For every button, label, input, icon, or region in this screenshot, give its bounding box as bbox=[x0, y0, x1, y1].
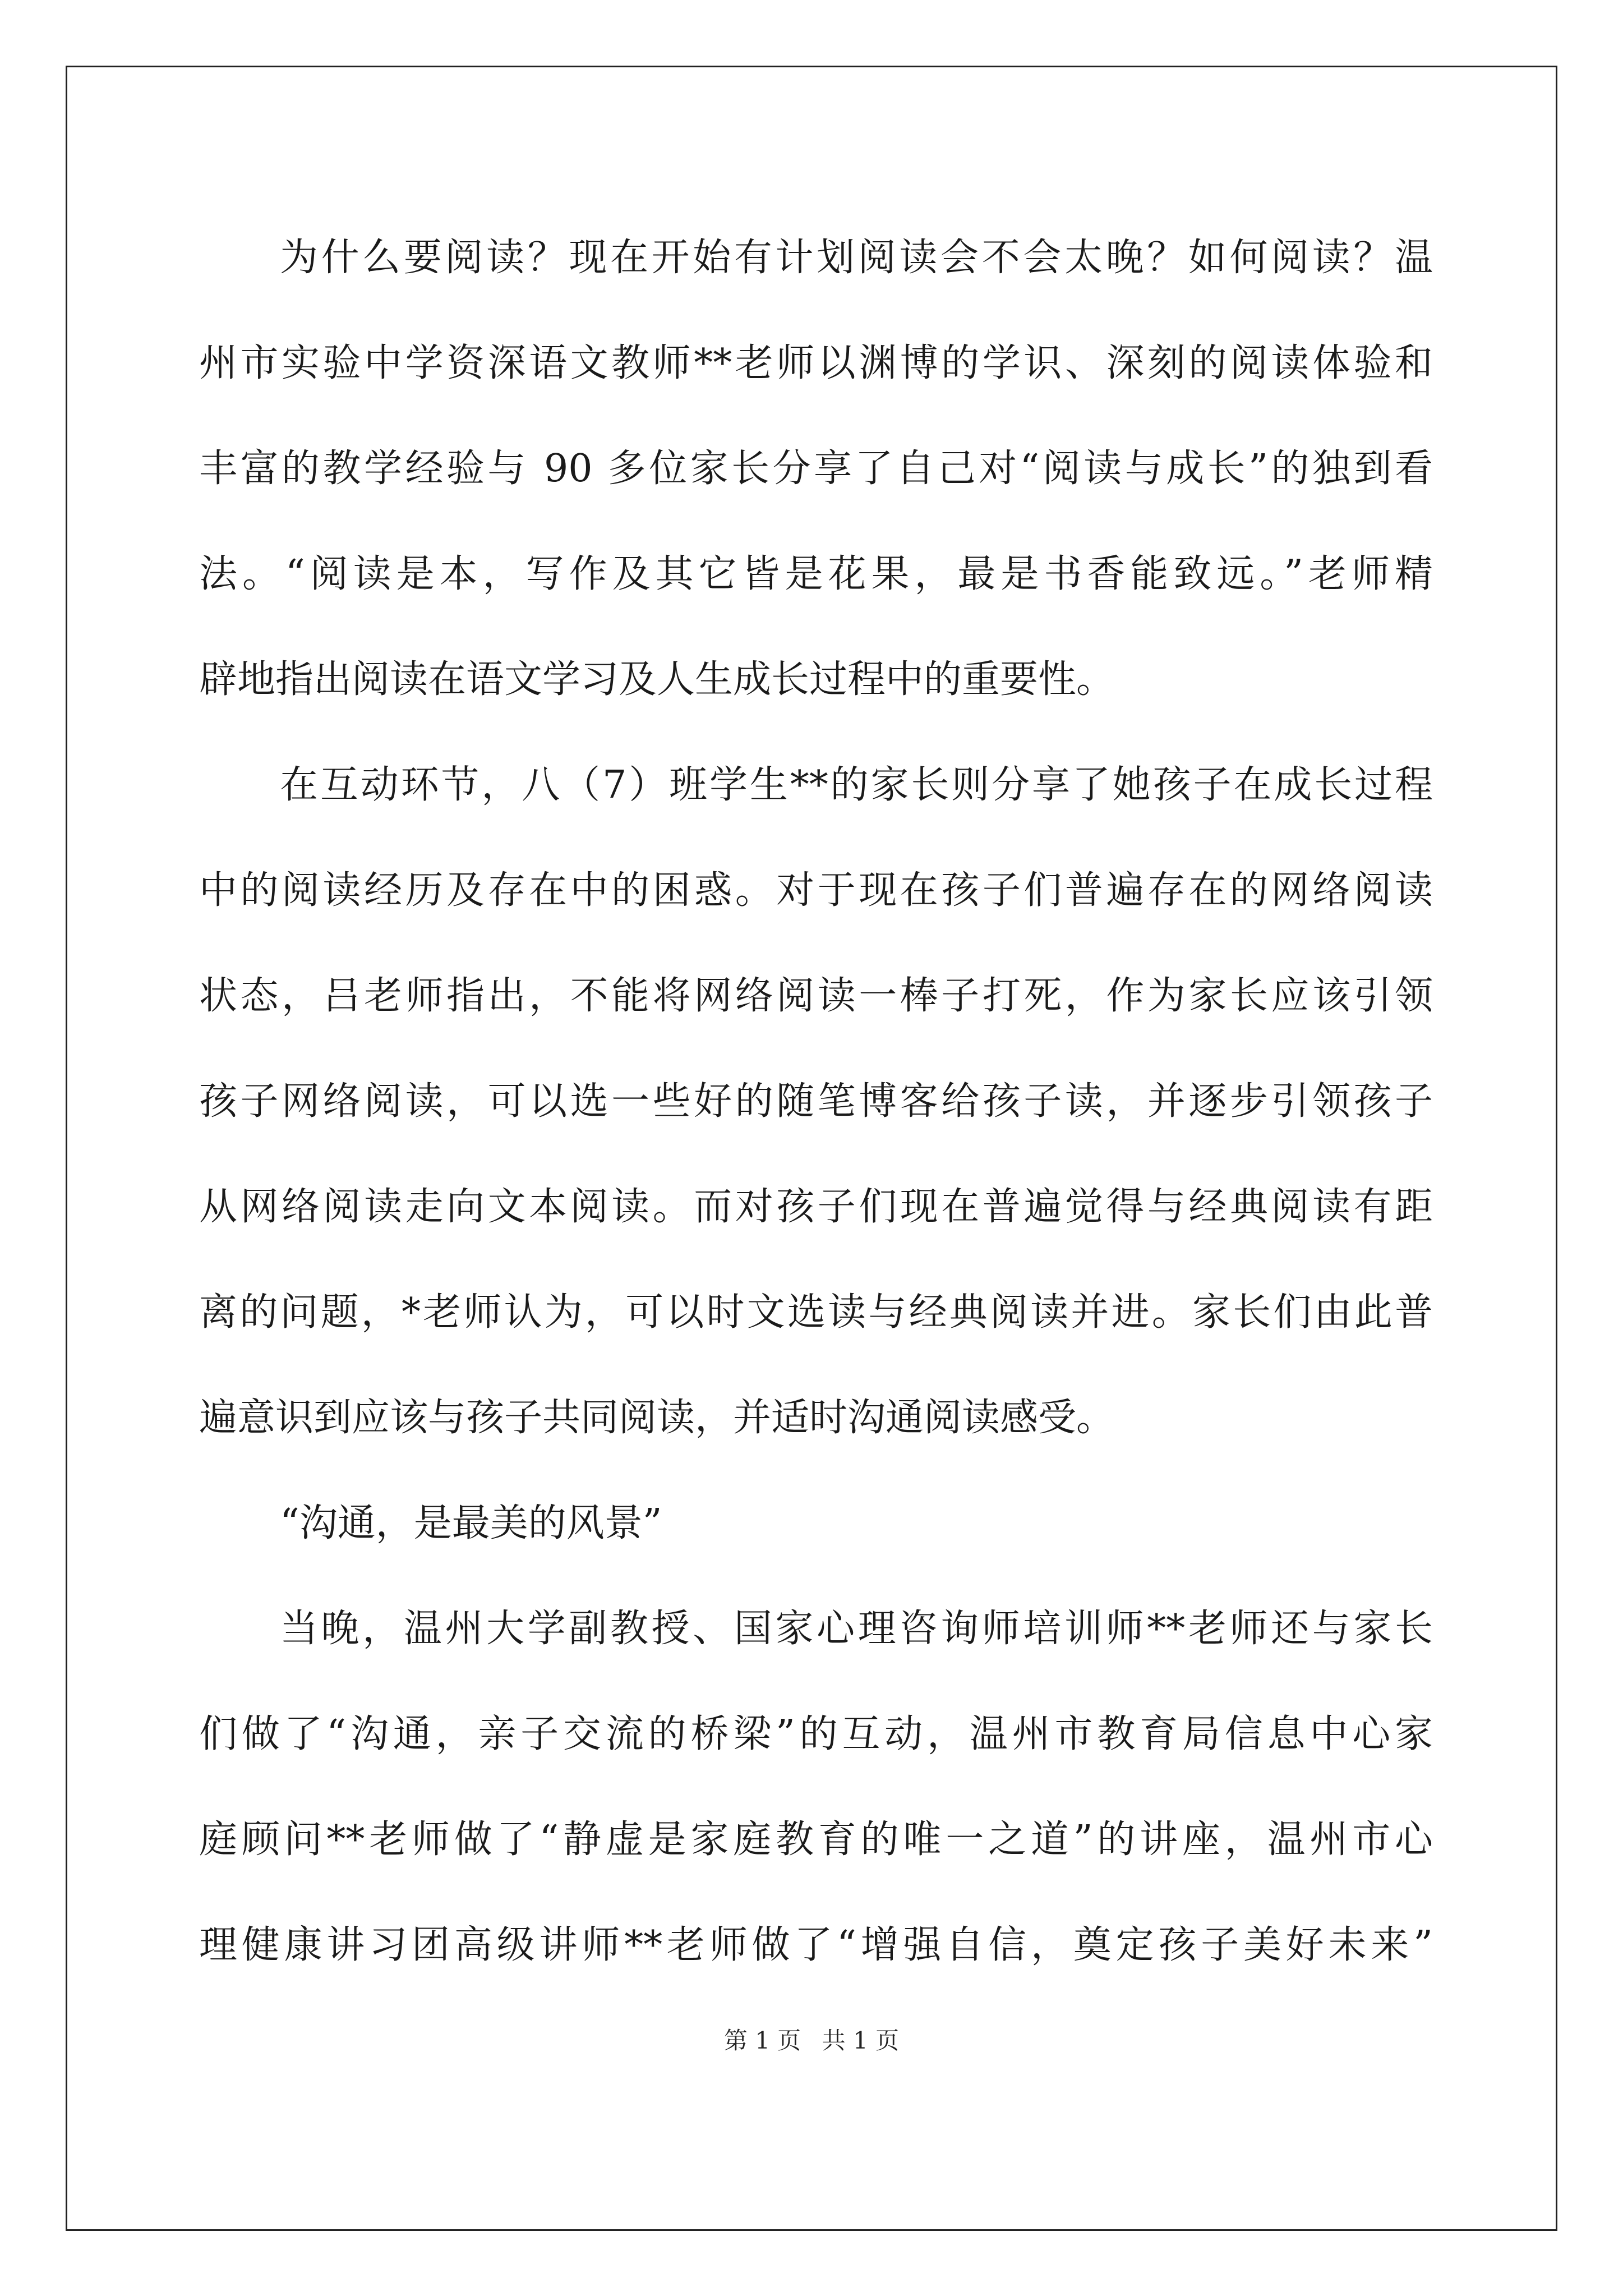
paragraph-2-line-7: 遍意识到应该与孩子共同阅读，并适时沟通阅读感受。 bbox=[199, 1396, 1115, 1440]
paragraph-2-line-6: 离的问题，*老师认为，可以时文选读与经典阅读并进。家长们由此普 bbox=[199, 1290, 1433, 1335]
paragraph-2-line-1: 在互动环节，八（7）班学生**的家长则分享了她孩子在成长过程 bbox=[280, 763, 1433, 807]
document-body bbox=[199, 205, 1433, 1998]
paragraph-4-line-3: 庭顾问**老师做了“静虚是家庭教育的唯一之道”的讲座，温州市心 bbox=[199, 1818, 1433, 1862]
paragraph-1-line-5: 辟地指出阅读在语文学习及人生成长过程中的重要性。 bbox=[199, 657, 1115, 702]
paragraph-1-line-2: 州市实验中学资深语文教师**老师以渊博的学识、深刻的阅读体验和 bbox=[199, 341, 1433, 385]
total-pages: 共 1 页 bbox=[822, 2027, 900, 2054]
paragraph-2-line-4: 孩子网络阅读，可以选一些好的随笔博客给孩子读，并逐步引领孩子 bbox=[199, 1079, 1433, 1124]
paragraph-1-line-4: 法。“阅读是本，写作及其它皆是花果，最是书香能致远。”老师精 bbox=[199, 552, 1433, 596]
paragraph-2-line-2: 中的阅读经历及存在中的困惑。对于现在孩子们普遍存在的网络阅读 bbox=[199, 868, 1433, 913]
paragraph-1-line-1: 为什么要阅读？现在开始有计划阅读会不会太晚？如何阅读？温 bbox=[280, 236, 1433, 280]
section-subheading: “沟通，是最美的风景” bbox=[280, 1501, 662, 1545]
paragraph-4-line-2: 们做了“沟通，亲子交流的桥梁”的互动，温州市教育局信息中心家 bbox=[199, 1712, 1433, 1756]
paragraph-2-line-3: 状态，吕老师指出，不能将网络阅读一棒子打死，作为家长应该引领 bbox=[199, 974, 1433, 1018]
paragraph-4-line-4: 理健康讲习团高级讲师**老师做了“增强自信，奠定孩子美好未来” bbox=[199, 1923, 1433, 1967]
paragraph-1-line-3: 丰富的教学经验与 90 多位家长分享了自己对“阅读与成长”的独到看 bbox=[199, 447, 1433, 491]
paragraph-4-line-1: 当晚，温州大学副教授、国家心理咨询师培训师**老师还与家长 bbox=[280, 1607, 1433, 1651]
page-number: 第 1 页 bbox=[723, 2027, 801, 2054]
paragraph-2-line-5: 从网络阅读走向文本阅读。而对孩子们现在普遍觉得与经典阅读有距 bbox=[199, 1185, 1433, 1229]
page-footer bbox=[0, 2022, 1623, 2056]
